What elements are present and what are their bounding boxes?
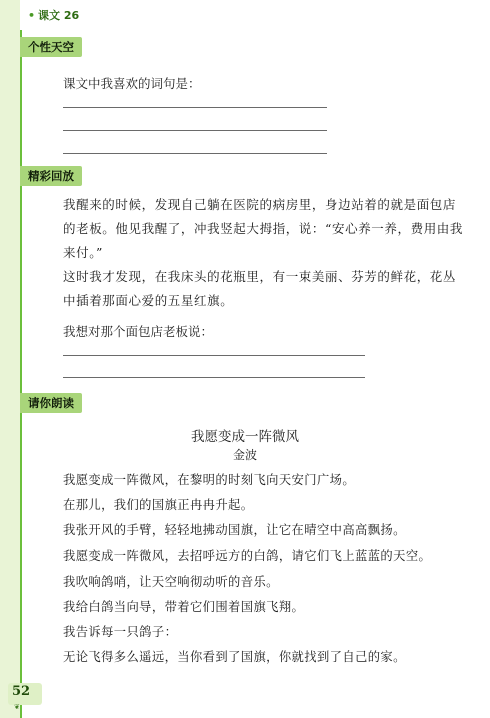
poem-line: 在那儿，我们的国旗正冉冉升起。: [63, 498, 254, 512]
poem-line: 我吹响鸽哨，让天空响彻动听的音乐。: [63, 575, 279, 589]
section-header-personal-sky: 个性天空: [20, 37, 82, 57]
left-margin-band: [0, 0, 20, 718]
lesson-tag: [28, 7, 79, 23]
page-number: 52: [12, 684, 31, 699]
favorite-phrases-prompt: 课文中我喜欢的词句是：: [63, 76, 201, 91]
page-ornament-icon: ❦: [14, 703, 20, 711]
section-header-highlights: 精彩回放: [20, 166, 82, 186]
answer-line-2[interactable]: [63, 130, 327, 131]
poem-line: 我愿变成一阵微风，在黎明的时刻飞向天安门广场。: [63, 473, 356, 487]
poem-line: 无论飞得多么遥远，当你看到了国旗，你就找到了自己的家。: [63, 650, 406, 664]
poem-line: 我张开风的手臂，轻轻地拂动国旗，让它在晴空中高高飘扬。: [63, 523, 406, 537]
section-header-read-aloud: 请你朗读: [20, 393, 82, 413]
poem-title: 我愿变成一阵微风: [191, 429, 299, 445]
poem-line: 我给白鸽当向导，带着它们围着国旗飞翔。: [63, 600, 305, 614]
answer-line-4[interactable]: [63, 355, 365, 356]
bullet-icon: •: [28, 9, 36, 22]
poem-line: 我愿变成一阵微风，去招呼远方的白鸽，请它们飞上蓝蓝的天空。: [63, 549, 432, 563]
poem-author: 金波: [232, 448, 257, 462]
lesson-label: 课文 26: [38, 9, 80, 22]
message-prompt: 我想对那个面包店老板说：: [63, 324, 214, 339]
answer-line-3[interactable]: [63, 153, 327, 154]
answer-line-1[interactable]: [63, 107, 327, 108]
poem-line: 我告诉每一只鸽子：: [63, 625, 178, 639]
margin-divider: [20, 30, 22, 718]
answer-line-5[interactable]: [63, 377, 365, 378]
excerpt-paragraph-1: 我醒来的时候，发现自己躺在医院的病房里，身边站着的就是面包店的老板。他见我醒了，冲我竖起大拇指，说：“安心养一养，费用由我来付。”: [63, 197, 463, 260]
excerpt-paragraph-2: 这时我才发现，在我床头的花瓶里，有一束美丽、芬芳的鲜花，花丛中插着那面心爱的五星红旗。: [63, 269, 457, 308]
